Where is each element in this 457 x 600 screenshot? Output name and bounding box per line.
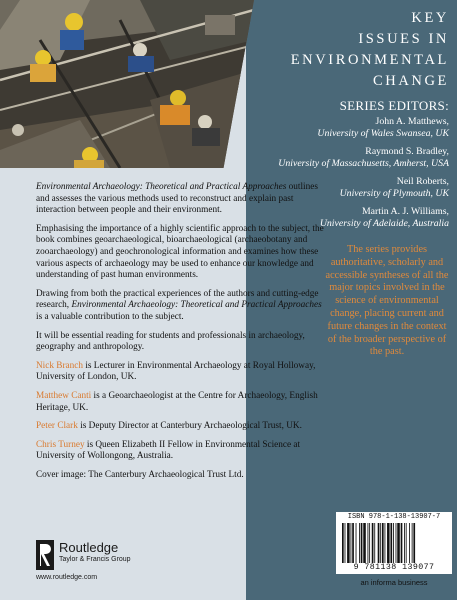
series-title-line: CHANGE [372,73,449,89]
description-paragraph [36,289,326,324]
series-editors-label: SERIES EDITORS: [339,98,449,113]
description-text: is a valuable contribution to the subject. [36,311,184,322]
editor-affiliation: University of Wales Swansea, UK [317,128,449,139]
editor-entry [250,146,449,170]
editor-affiliation: University of Plymouth, UK [339,188,449,199]
author-name: Chris Turney [36,439,85,450]
author-name: Peter Clark [36,421,78,432]
series-title-line: ENVIRONMENTAL [290,52,449,68]
description-paragraph: Emphasising the importance of a highly scientific approach to the subject, the book combines geoarchaeological, bioarchaeological (archaeobotany and zooarchaeology) and geochronological information and examines how these various aspects of archaeology may be used to enhance our knowledge and understanding of past human environments. [36,223,324,281]
series-title [246,8,449,92]
author-bio [36,421,326,433]
publisher-url: www.routledge.com [36,574,98,581]
author-bio-text: is Queen Elizabeth II Fellow in Environmental Science at University of Wollongong, Australia. [36,439,301,462]
informa-tagline: an informa business [360,578,428,587]
barcode-bars [340,523,448,563]
book-description [36,182,326,488]
routledge-logo-icon [36,540,54,570]
editor-name: Martin A. J. Williams, [361,206,449,217]
series-title-line: KEY [411,10,449,26]
description-text: Drawing from both the practical experiences of the authors and cutting-edge research, [36,288,319,311]
author-bio [36,391,326,414]
editor-affiliation: University of Adelaide, Australia [319,218,449,229]
series-blurb: The series provides authoritative, scholarly and accessible syntheses of all the major topics involved in the science of environmental change, placing current and future changes in the context of the broader perspective of the past. [325,244,449,358]
author-name: Nick Branch [36,360,84,371]
author-bio [36,440,326,463]
editor-entry [250,116,449,140]
cover-photo [0,0,254,168]
author-bio-text: is Deputy Director at Canterbury Archaeological Trust, UK. [77,421,302,432]
author-bio-text: is a Geoarchaeologist at the Centre for Archaeology, English Heritage, UK. [36,390,318,413]
series-title-line: ISSUES IN [358,31,449,47]
author-name: Matthew Canti [36,390,92,401]
editor-affiliation: University of Massachusetts, Amherst, USA [278,158,449,169]
book-title: Environmental Archaeology: Theoretical and Practical Approaches [71,300,322,311]
editor-name: John A. Matthews, [375,116,449,127]
barcode-digits: 9 781138 139077 [353,563,435,572]
excavation-photo [0,0,254,168]
editor-name: Raymond S. Bradley, [365,146,449,157]
barcode [336,512,452,574]
description-paragraph: It will be essential reading for students and professionals in archaeology, geography and anthropology. [36,330,305,353]
cover-image-credit: Cover image: The Canterbury Archaeological Trust Ltd. [36,469,244,480]
publisher-name: Routledge [59,540,119,555]
publisher-block [36,540,196,580]
isbn-label: ISBN 978-1-138-13907-7 [347,513,441,521]
author-bio [36,361,326,384]
description-paragraph [36,182,326,217]
publisher-group: Taylor & Francis Group [59,556,131,563]
editor-name: Neil Roberts, [396,176,449,187]
description-text: outlines and assesses the various methods used to reconstruct and explain past interaction between people and their environment. [36,182,318,216]
author-bio-text: is Lecturer in Environmental Archaeology at Royal Holloway, University of London, UK. [36,360,316,383]
book-title: Environmental Archaeology: Theoretical and Practical Approaches [36,182,287,192]
